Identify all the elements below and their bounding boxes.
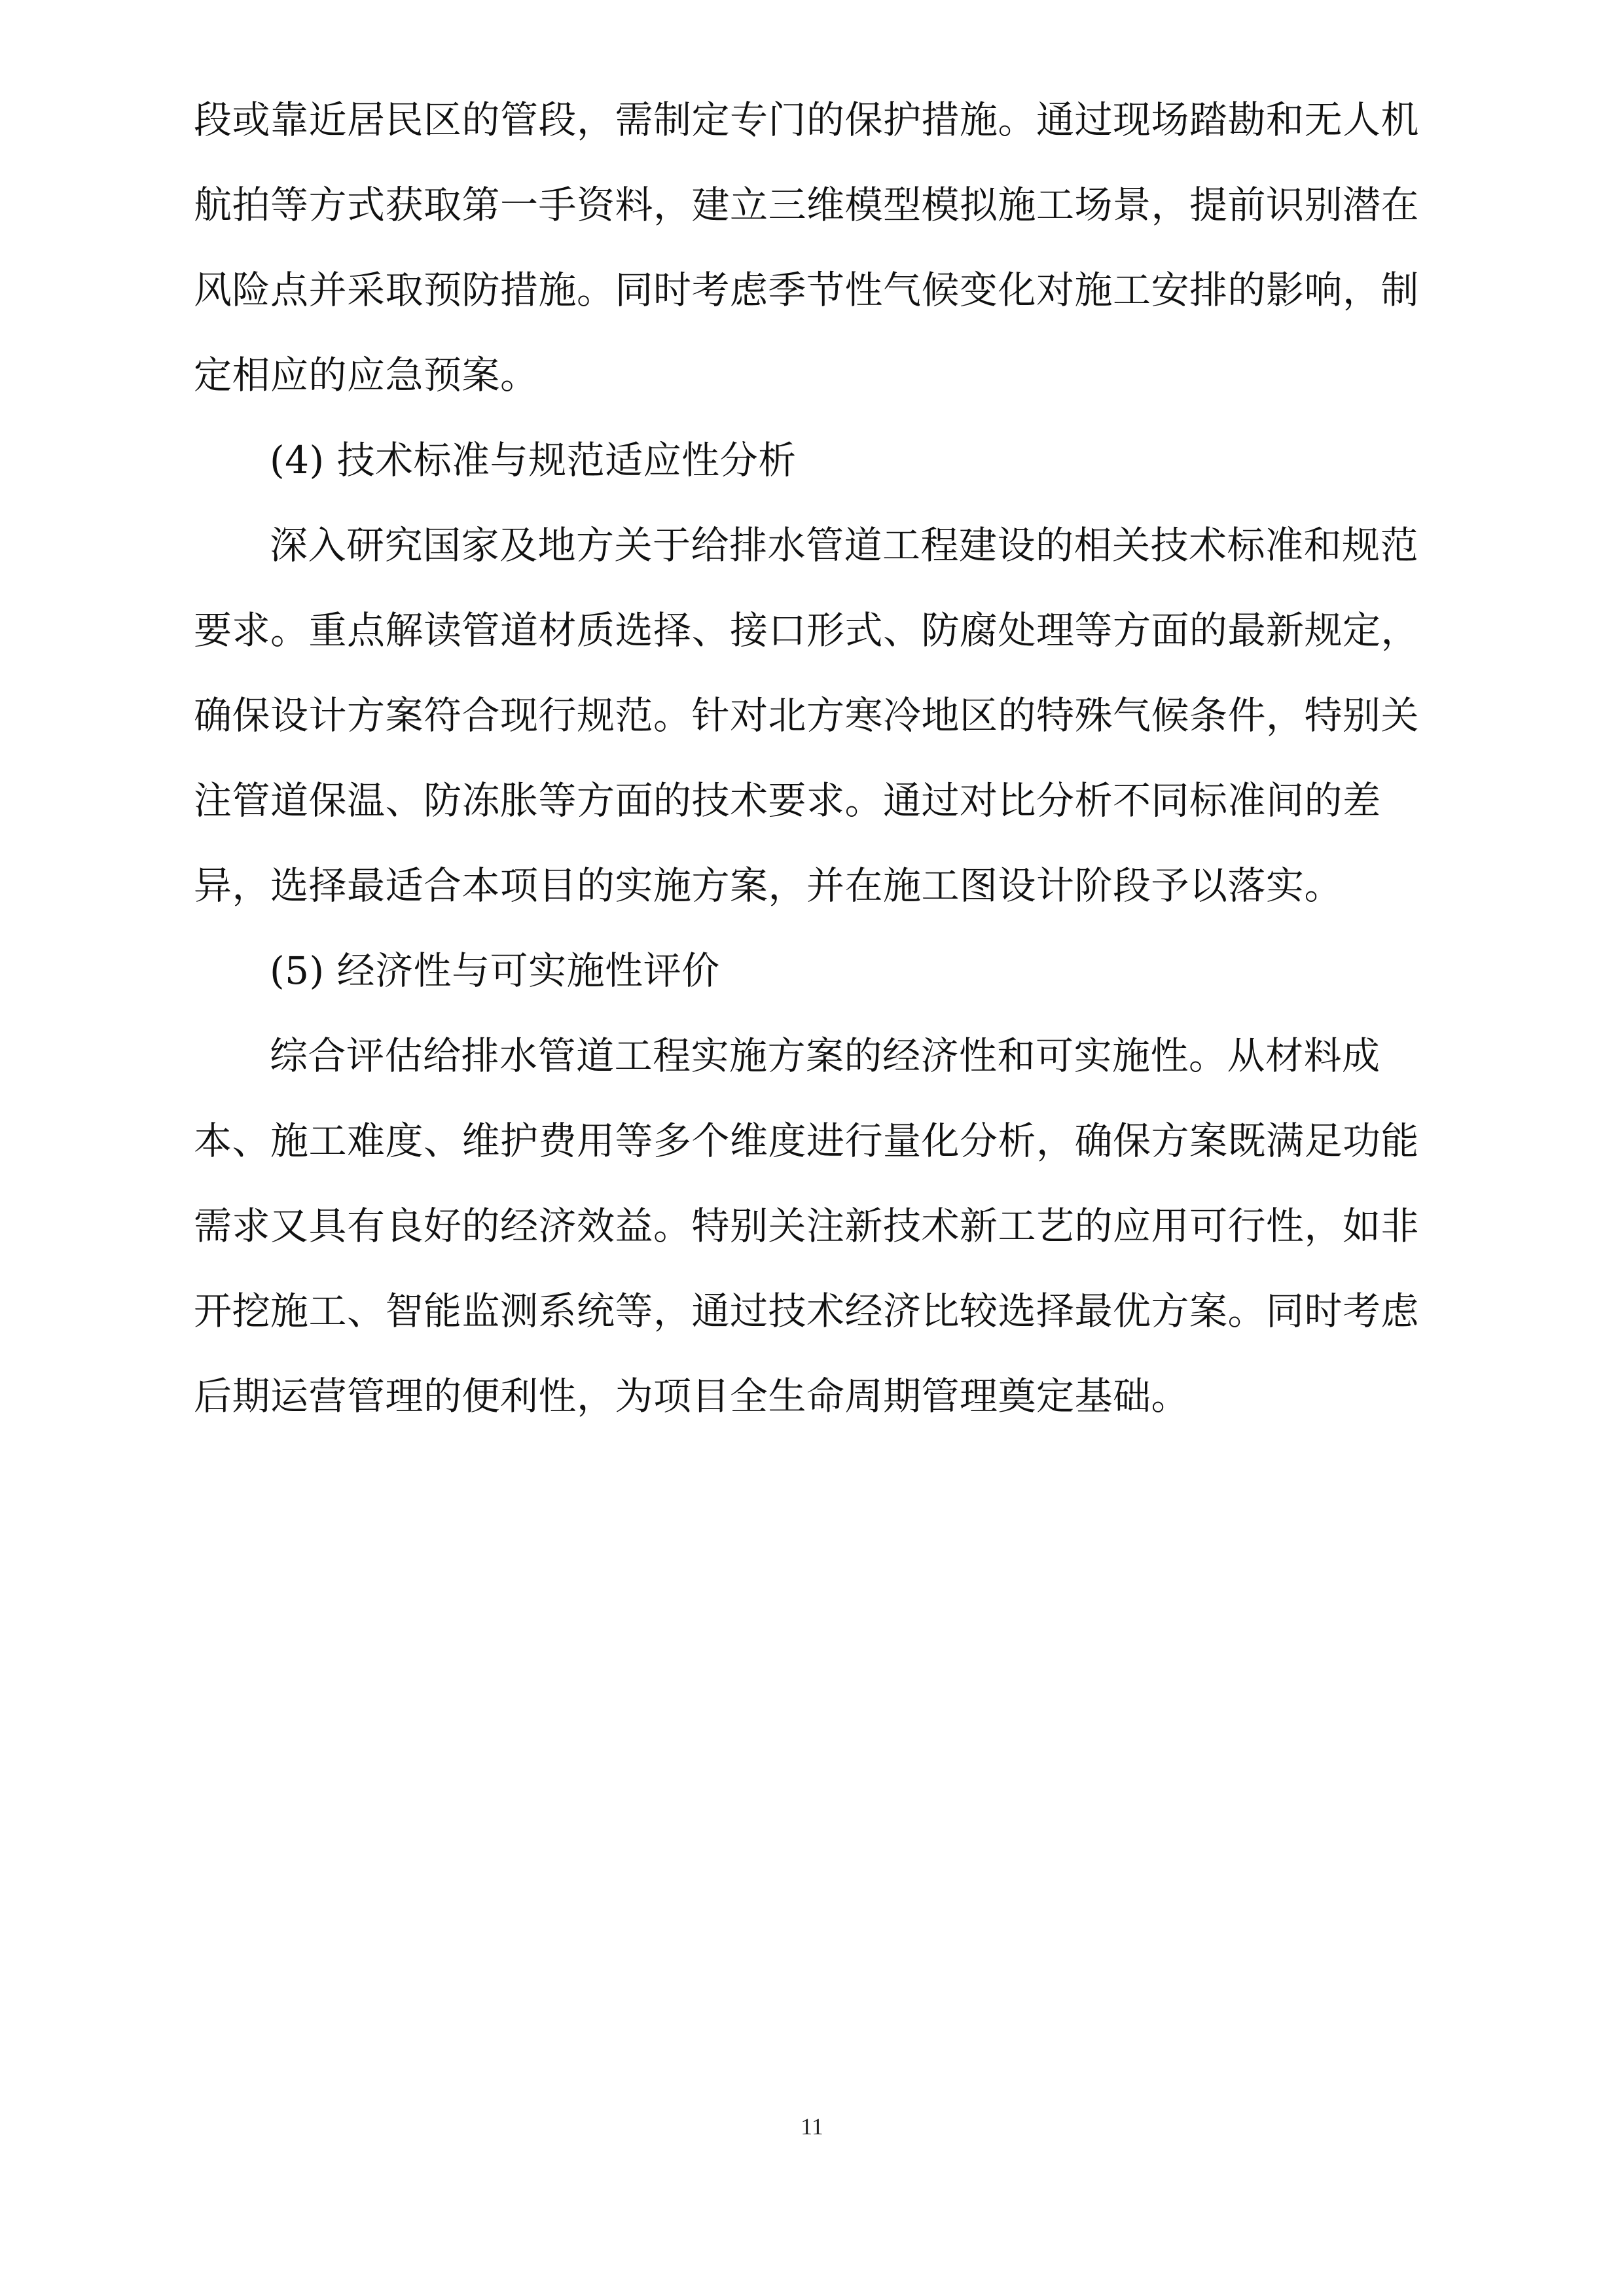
paragraph-site-risk: 段或靠近居民区的管段，需制定专门的保护措施。通过现场踏勘和无人机航拍等方式获取第一手资料，建立三维模型模拟施工场景，提前识别潜在风险点并采取预防措施。同时考虑季节性气候变化对施工安排的影响，制定相应的应急预案。 bbox=[194, 98, 1420, 397]
section-heading-4: (4) 技术标准与规范适应性分析 bbox=[270, 438, 797, 482]
paragraph-technical-standards: 深入研究国家及地方关于给排水管道工程建设的相关技术标准和规范要求。重点解读管道材质选择、接口形式、防腐处理等方面的最新规定，确保设计方案符合现行规范。针对北方寒冷地区的特殊气候条件，特别关注管道保温、防冻胀等方面的技术要求。通过对比分析不同标准间的差异，选择最适合本项目的实施方案，并在施工图设计阶段予以落实。 bbox=[194, 523, 1420, 908]
section-heading-5: (5) 经济性与可实施性评价 bbox=[270, 948, 720, 993]
document-body bbox=[194, 77, 1431, 1439]
page-number: 11 bbox=[801, 2113, 823, 2140]
paragraph-economic-evaluation: 综合评估给排水管道工程实施方案的经济性和可实施性。从材料成本、施工难度、维护费用等多个维度进行量化分析，确保方案既满足功能需求又具有良好的经济效益。特别关注新技术新工艺的应用可行性，如非开挖施工、智能监测系统等，通过技术经济比较选择最优方案。同时考虑后期运营管理的便利性，为项目全生命周期管理奠定基础。 bbox=[194, 1033, 1420, 1418]
